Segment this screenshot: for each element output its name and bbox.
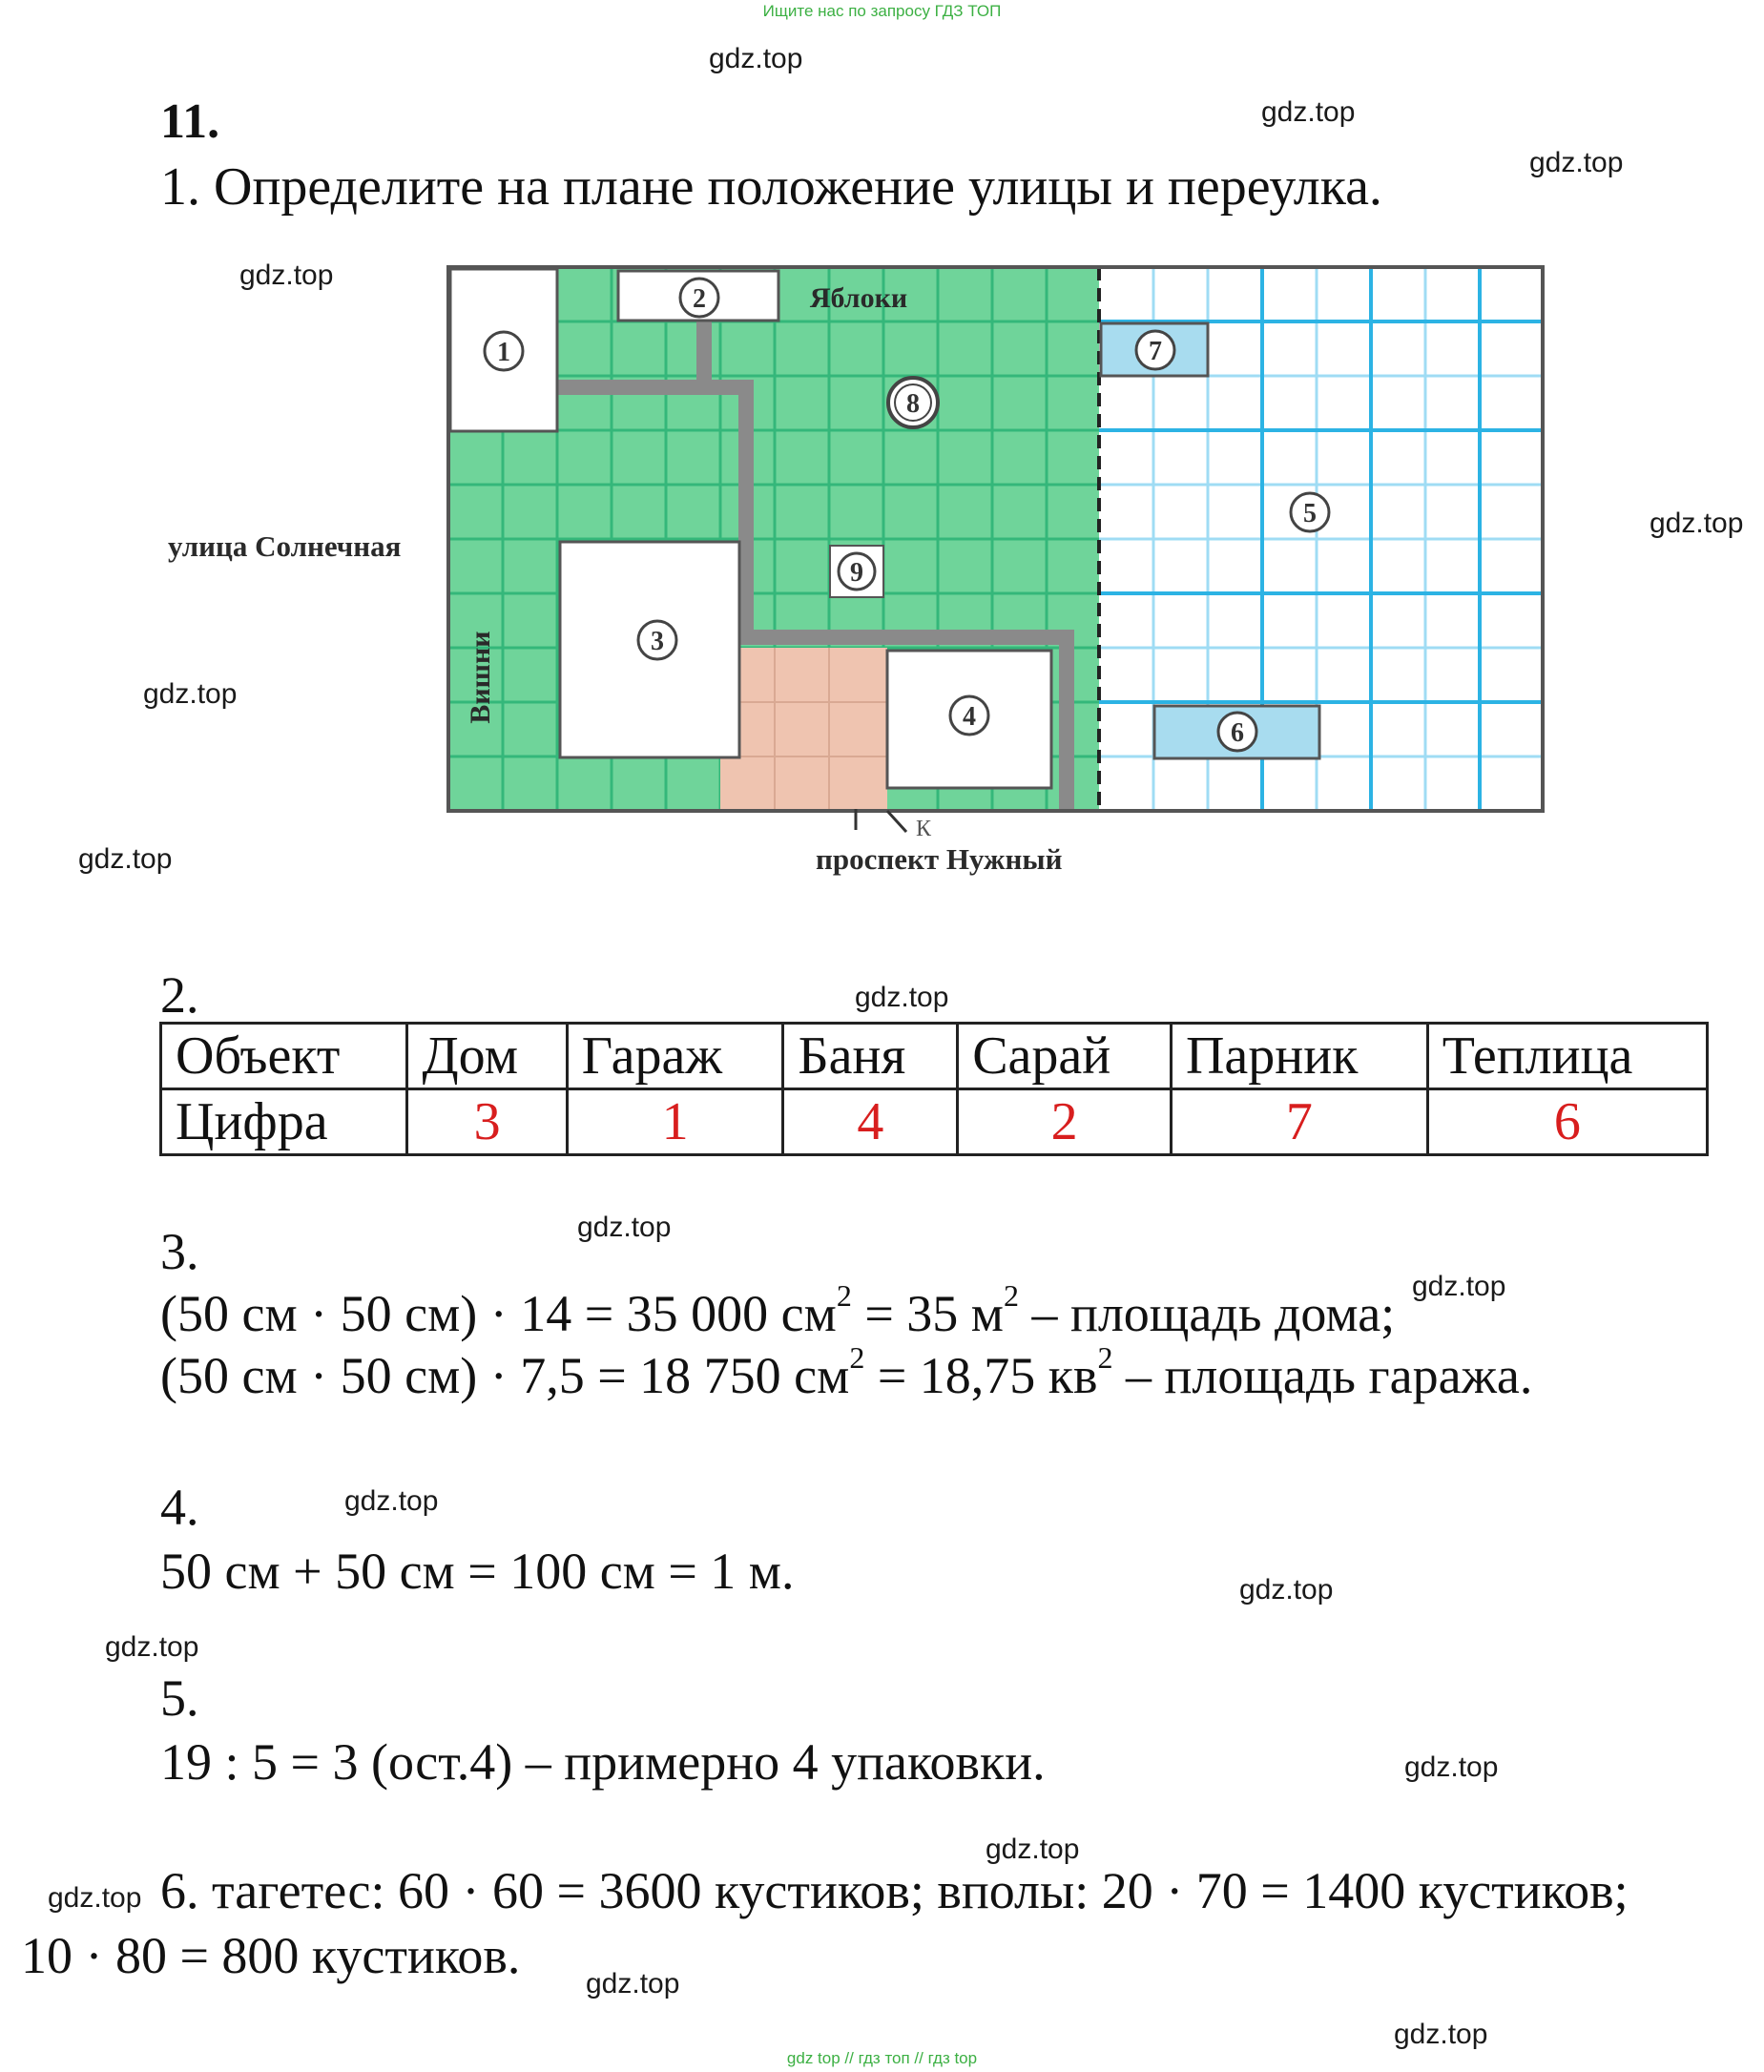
expr-part: – площадь дома; [1018, 1285, 1396, 1342]
watermark: gdz.top [78, 843, 173, 875]
table-cell: Сарай [958, 1024, 1172, 1089]
question-5-number: 5. [160, 1669, 199, 1727]
watermark: gdz.top [1412, 1271, 1506, 1302]
watermark: gdz.top [709, 43, 803, 74]
table-cell-answer: 2 [958, 1089, 1172, 1155]
expr-part: – площадь гаража. [1112, 1347, 1533, 1404]
expr-part: = 18,75 кв [864, 1347, 1098, 1404]
watermark: gdz.top [48, 1882, 142, 1914]
watermark: gdz.top [1404, 1751, 1499, 1783]
table-row [161, 1089, 1708, 1155]
gate [856, 809, 932, 839]
question-2-number: 2. [160, 966, 199, 1024]
watermark: gdz.top [986, 1834, 1080, 1865]
question-4-number: 4. [160, 1479, 199, 1536]
question-3-line-1 [160, 1278, 1396, 1342]
clipped-label: К [916, 817, 932, 839]
watermark: gdz.top [1529, 147, 1624, 178]
marker-1: 1 [497, 338, 510, 367]
street-label: улица Солнечная [168, 529, 402, 563]
marker-9: 9 [850, 558, 863, 588]
table-header-label: Объект [161, 1024, 407, 1089]
exponent: 2 [1003, 1278, 1019, 1313]
exponent: 2 [1097, 1340, 1113, 1375]
top-banner[interactable]: Ищите нас по запросу ГДЗ ТОП [762, 2, 1002, 20]
exponent: 2 [836, 1278, 852, 1313]
table-cell: Баня [783, 1024, 958, 1089]
marker-7: 7 [1149, 337, 1162, 366]
table-cell: Теплица [1427, 1024, 1707, 1089]
marker-2: 2 [693, 284, 706, 314]
expr-part: = 35 м [851, 1285, 1004, 1342]
watermark: gdz.top [855, 982, 949, 1013]
task-number: 11. [160, 94, 220, 149]
watermark: gdz.top [1394, 2019, 1488, 2050]
watermark: gdz.top [1650, 508, 1744, 539]
watermark: gdz.top [344, 1485, 439, 1517]
watermark: gdz.top [1261, 96, 1356, 128]
table-cell-answer: 6 [1427, 1089, 1707, 1155]
table-cell-answer: 7 [1171, 1089, 1427, 1155]
avenue-label: проспект Нужный [816, 842, 1063, 876]
table-cell-answer: 1 [567, 1089, 783, 1155]
table-row-label: Цифра [161, 1089, 407, 1155]
question-6-line-1: 6. тагетес: 60 · 60 = 3600 кустиков; вполы: 20 · 70 = 1400 кустиков; [160, 1862, 1629, 1919]
marker-4: 4 [963, 702, 976, 732]
table-cell-answer: 4 [783, 1089, 958, 1155]
watermark: gdz.top [143, 678, 238, 710]
table-cell: Парник [1171, 1024, 1427, 1089]
table-cell: Дом [407, 1024, 567, 1089]
question-1: 1. Определите на плане положение улицы и переулка. [160, 157, 1382, 217]
marker-6: 6 [1231, 718, 1244, 748]
watermark: gdz.top [577, 1212, 672, 1243]
exponent: 2 [849, 1340, 865, 1375]
marker-3: 3 [651, 627, 664, 656]
marker-8: 8 [906, 389, 920, 419]
watermark: gdz.top [586, 1968, 680, 1999]
expr-part: (50 см · 50 см) · 7,5 = 18 750 см [160, 1347, 850, 1404]
table-cell: Гараж [567, 1024, 783, 1089]
tile-area [720, 648, 887, 811]
watermark: gdz.top [239, 259, 334, 291]
apples-label: Яблоки [809, 282, 908, 314]
question-3-line-2 [160, 1340, 1533, 1404]
site-plan [439, 258, 1546, 839]
marker-5: 5 [1303, 499, 1317, 528]
answer-table [159, 1022, 1709, 1156]
question-3-number: 3. [160, 1223, 199, 1280]
question-4-line: 50 см + 50 см = 100 см = 1 м. [160, 1543, 795, 1600]
footer-links[interactable]: gdz top // гдз топ // гдз top [786, 2049, 978, 2067]
cherries-label: Вишни [465, 631, 496, 724]
watermark: gdz.top [105, 1631, 199, 1663]
question-6-line-2: 10 · 80 = 800 кустиков. [21, 1927, 521, 1984]
expr-part: (50 см · 50 см) · 14 = 35 000 см [160, 1285, 837, 1342]
watermark: gdz.top [1239, 1574, 1334, 1606]
table-row [161, 1024, 1708, 1089]
table-cell-answer: 3 [407, 1089, 567, 1155]
question-5-line: 19 : 5 = 3 (ост.4) – примерно 4 упаковки. [160, 1733, 1046, 1791]
